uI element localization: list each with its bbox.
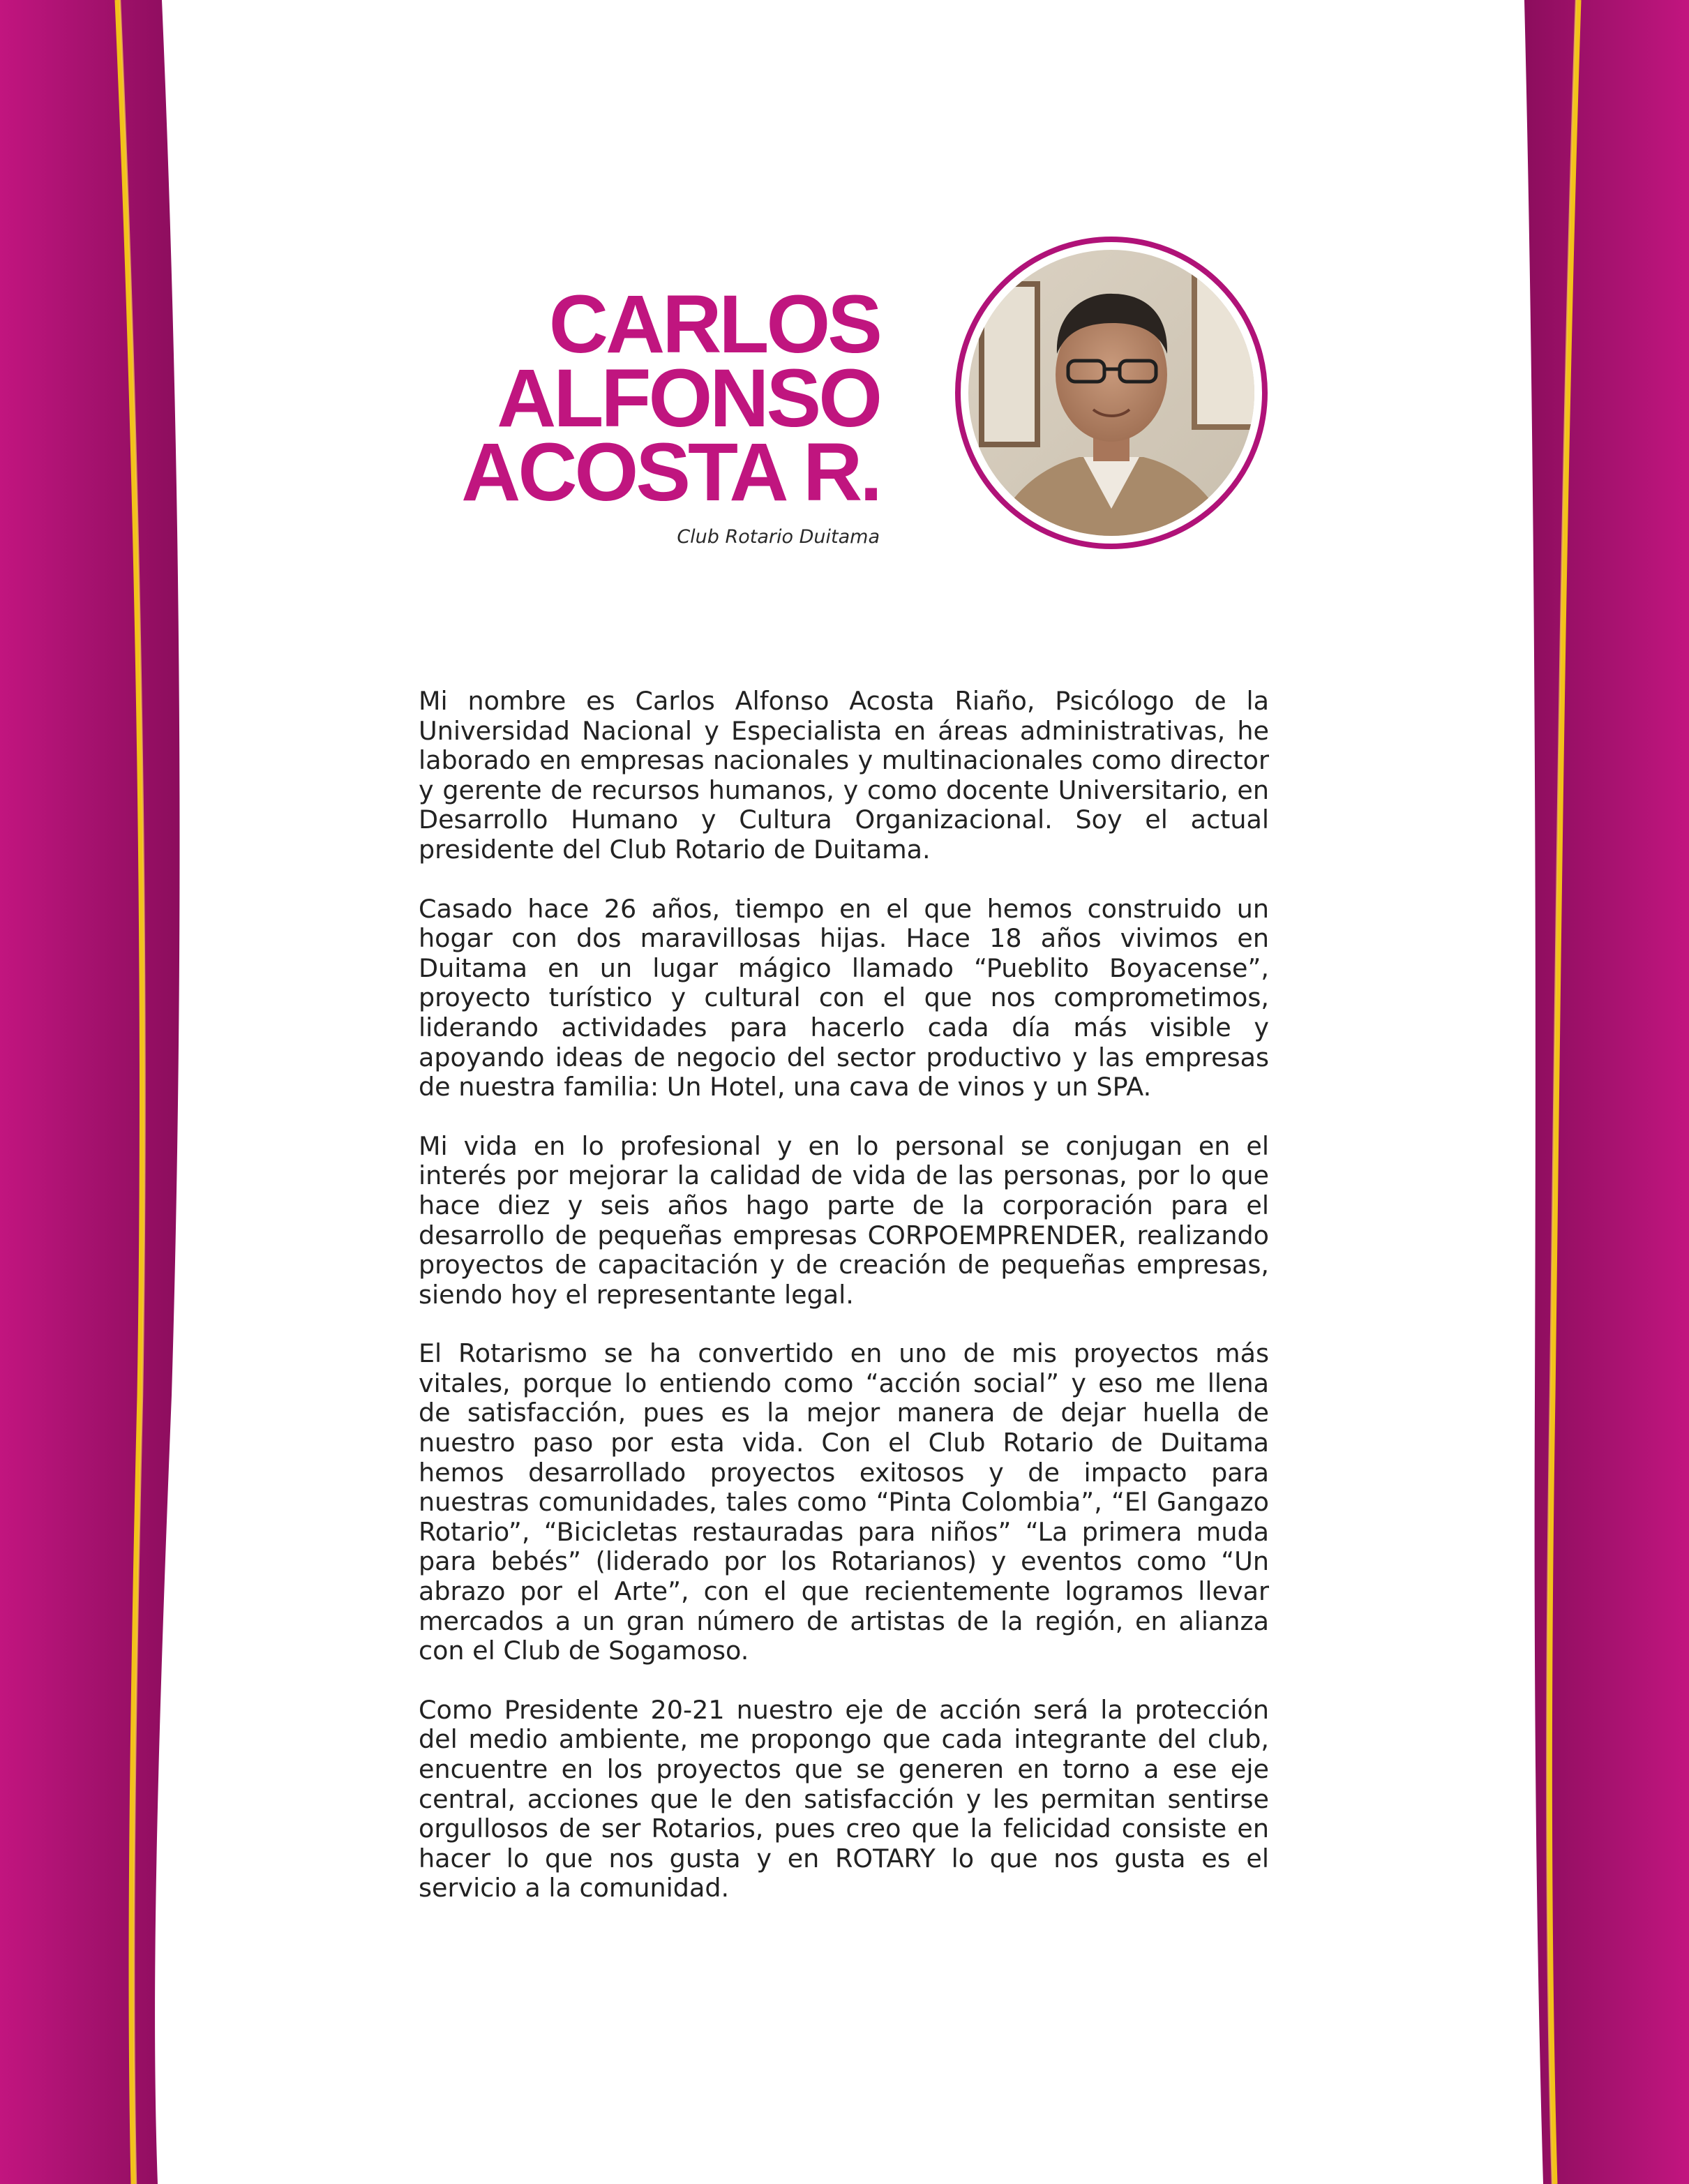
bio-paragraph: El Rotarismo se ha convertido en uno de mis proyectos más vitales, porque lo entiendo como “acción social” y eso me llena de satisfacción, pues es la mejor manera de dejar huella de nuestro paso por esta vida. Con el Club Rotario de Duitama hemos desarrollado proyectos exitosos y de impacto para nuestras comunidades, tales como “Pinta Colombia”, “El Gangazo Rotario”, “Bicicletas restauradas para niños” “La primera muda para bebés” (liderado por los Rotarianos) y eventos como “Un abrazo por el Arte”, con el que recientemente logramos llevar mercados a un gran número de artistas de la región, en alianza con el Club de Sogamoso. [419, 1338, 1269, 1666]
bio-paragraph: Mi nombre es Carlos Alfonso Acosta Riaño, Psicólogo de la Universidad Nacional y Especialista en áreas administrativas, he laborado en empresas nacionales y multinacionales como director y gerente de recursos humanos, y como docente Universitario, en Desarrollo Humano y Cultura Organizacional. Soy el actual presidente del Club Rotario de Duitama. [419, 686, 1269, 865]
name-line-last: ACOSTA R. [461, 426, 880, 518]
portrait-photo [954, 235, 1269, 551]
club-name: Club Rotario Duitama [677, 526, 880, 548]
biography [419, 687, 1269, 1903]
bio-paragraph: Casado hace 26 años, tiempo en el que hemos construido un hogar con dos maravillosas hijas. Hace 18 años vivimos en Duitama en un lugar mágico llamado “Pueblito Boyacense”, proyecto turístico y cultural con el que nos comprometimos, liderando actividades para hacerlo cada día más visible y apoyando ideas de negocio del sector productivo y las empresas de nuestra familia: Un Hotel, una cava de vinos y un SPA. [419, 893, 1269, 1102]
name-heading [461, 278, 880, 548]
left-curtain [0, 0, 180, 2184]
name-line-middle: ALFONSO [497, 352, 880, 444]
bio-paragraph: Como Presidente 20-21 nuestro eje de acción será la protección del medio ambiente, me propongo que cada integrante del club, encuentre en los proyectos que se generen en torno a ese eje central, acciones que le den satisfacción y les permitan sentirse orgullosos de ser Rotarios, pues creo que la felicidad consiste en hacer lo que nos gusta y en ROTARY lo que nos gusta es el servicio a la comunidad. [419, 1694, 1269, 1903]
name-line-first: CARLOS [548, 278, 880, 371]
left-curtain-shape [0, 0, 180, 2184]
right-curtain [1524, 0, 1689, 2184]
bio-paragraph: Mi vida en lo profesional y en lo personal se conjugan en el interés por mejorar la calidad de vida de las personas, por lo que hace diez y seis años hago parte de la corporación para el desarrollo de pequeñas empresas CORPOEMPRENDER, realizando proyectos de capacitación y de creación de pequeñas empresas, siendo hoy el representante legal. [419, 1130, 1269, 1310]
